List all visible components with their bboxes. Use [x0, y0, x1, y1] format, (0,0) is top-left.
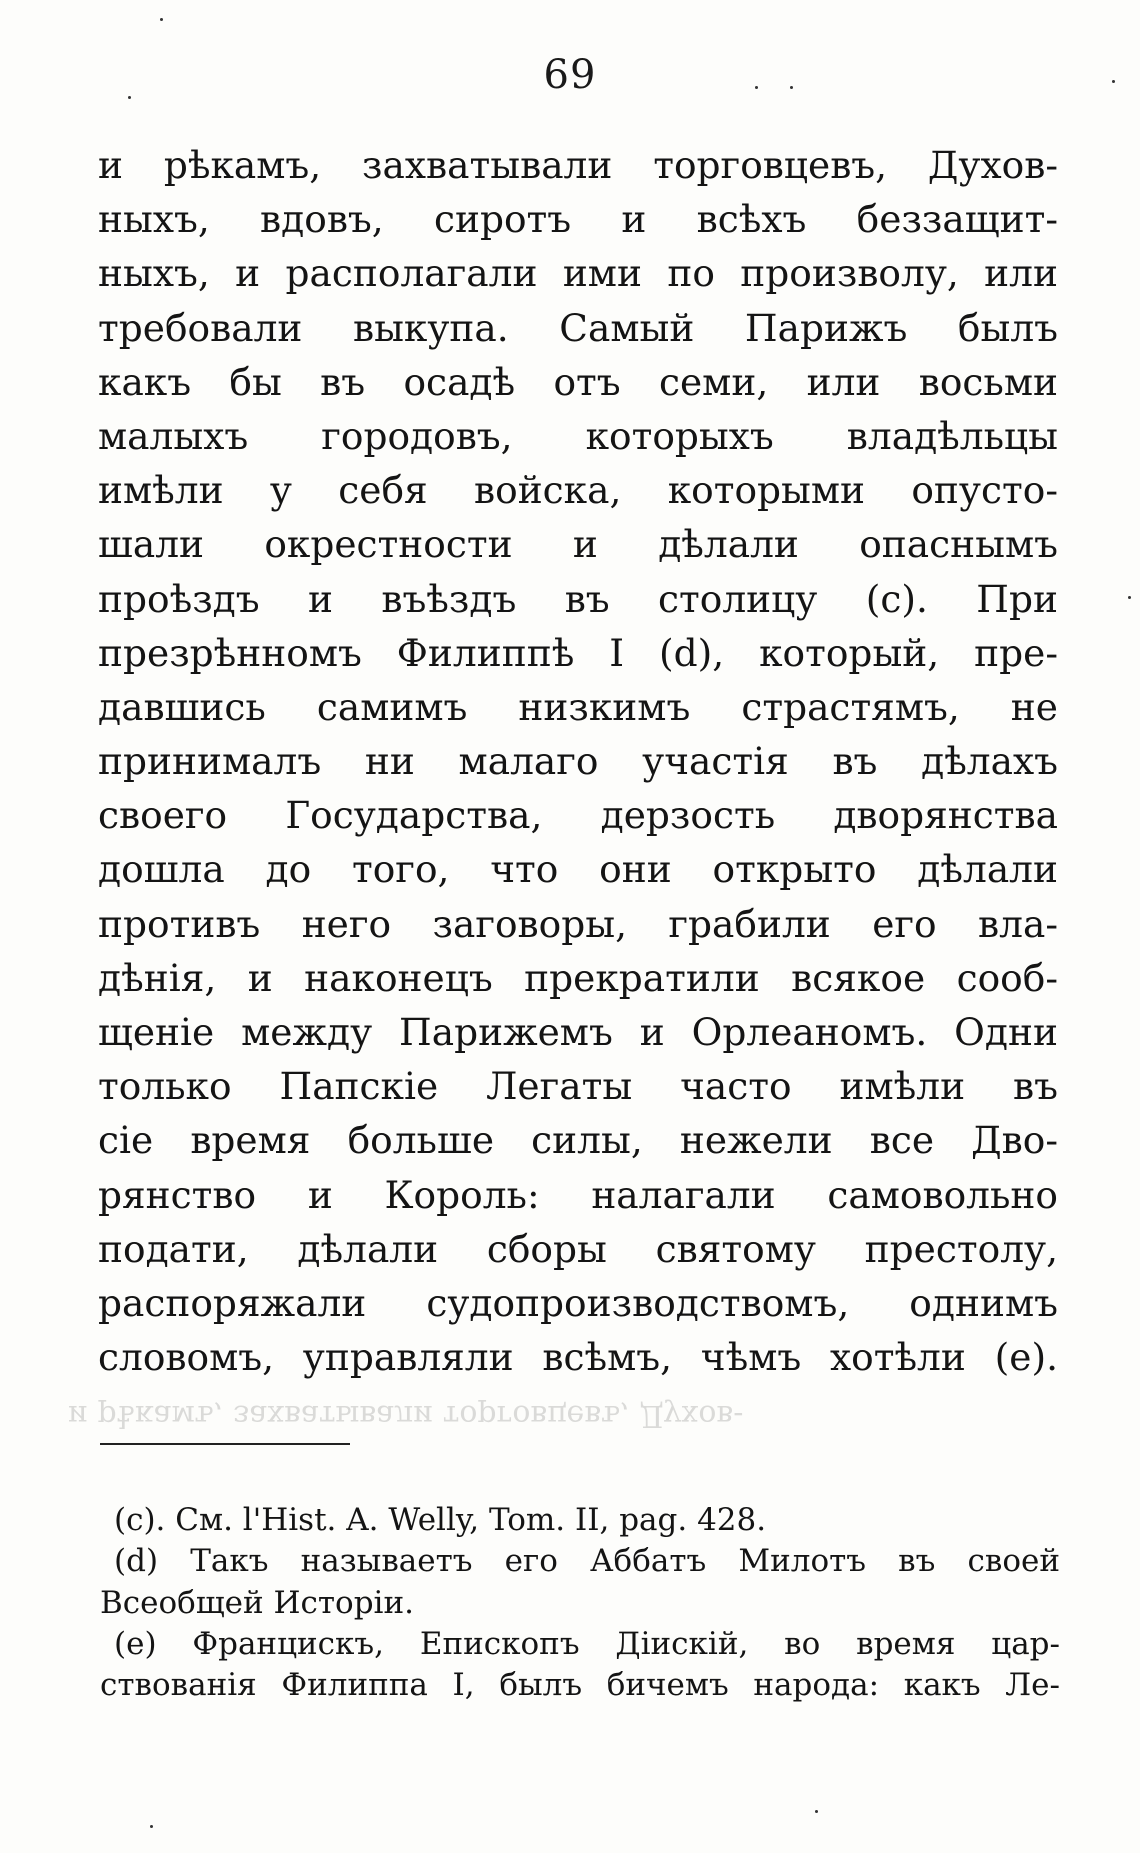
ink-speck	[150, 1825, 153, 1828]
text-line: ныхъ, и располагали ими по произволу, или	[98, 251, 1058, 296]
text-line: имѣли у себя войска, которыми опусто-	[98, 468, 1058, 513]
text-line: какъ бы въ осадѣ отъ семи, или восьми	[98, 359, 1058, 404]
text-line: проѣздъ и въѣздъ въ столицу (с). При	[98, 576, 1058, 621]
page-number: 69	[543, 52, 597, 98]
ink-speck	[1112, 80, 1115, 83]
text-line: давшись самимъ низкимъ страстямъ, не	[98, 684, 1058, 729]
footnote-line: (с). См. l'Hist. A. Welly, Tom. II, pag. 428.	[114, 1502, 767, 1538]
footnote-divider	[100, 1443, 350, 1445]
footnote-line: Всеобщей Исторіи.	[100, 1584, 414, 1621]
footnote-line: (е) Францискъ, Епископъ Діискій, во время цар-	[114, 1625, 1060, 1662]
ink-speck	[1128, 596, 1131, 599]
text-line: принималъ ни малаго участія въ дѣлахъ	[98, 739, 1058, 784]
text-line: шали окрестности и дѣлали опаснымъ	[98, 522, 1058, 567]
text-line: и рѣкамъ, захватывали торговцевъ, Духов-	[98, 143, 1058, 187]
text-line: своего Государства, дерзость дворянства	[98, 793, 1058, 838]
footnotes	[100, 1500, 1060, 1706]
footnote-line: (d) Такъ называетъ его Аббатъ Милотъ въ своей	[114, 1543, 1060, 1580]
ink-speck	[815, 1810, 818, 1813]
ink-speck	[128, 96, 131, 99]
text-line: требовали выкупа. Самый Парижъ былъ	[98, 305, 1058, 350]
main-text	[98, 138, 1058, 1384]
text-line: распоряжали судопроизводствомъ, однимъ	[98, 1280, 1058, 1325]
text-line: щеніе между Парижемъ и Орлеаномъ. Одни	[98, 1010, 1058, 1054]
text-line: сіе время больше силы, нежели все Дво-	[98, 1118, 1058, 1163]
text-line: малыхъ городовъ, которыхъ владѣльцы	[98, 413, 1058, 458]
text-line: дошла до того, что они открыто дѣлали	[98, 847, 1058, 892]
show-through-bleed: и рѣкамъ, захватывали торговцевъ, Духов-	[68, 1398, 744, 1433]
text-line: противъ него заговоры, грабили его вла-	[98, 901, 1058, 946]
ink-speck	[790, 86, 793, 89]
text-line: только Папскіе Легаты часто имѣли въ	[98, 1064, 1058, 1109]
text-line: рянство и Король: налагали самовольно	[98, 1172, 1058, 1217]
text-line: дѣнія, и наконецъ прекратили всякое сооб-	[98, 955, 1058, 1000]
text-line: презрѣнномъ Филиппѣ I (d), который, пре-	[98, 630, 1058, 675]
text-line: подати, дѣлали сборы святому престолу,	[98, 1226, 1058, 1271]
ink-speck	[755, 86, 758, 89]
footnote-line: ствованія Филиппа I, былъ бичемъ народа: какъ Ле-	[100, 1667, 1060, 1704]
text-line: ныхъ, вдовъ, сиротъ и всѣхъ беззащит-	[98, 197, 1058, 242]
text-line: словомъ, управляли всѣмъ, чѣмъ хотѣли (е).	[98, 1335, 1058, 1380]
ink-speck	[160, 18, 163, 21]
